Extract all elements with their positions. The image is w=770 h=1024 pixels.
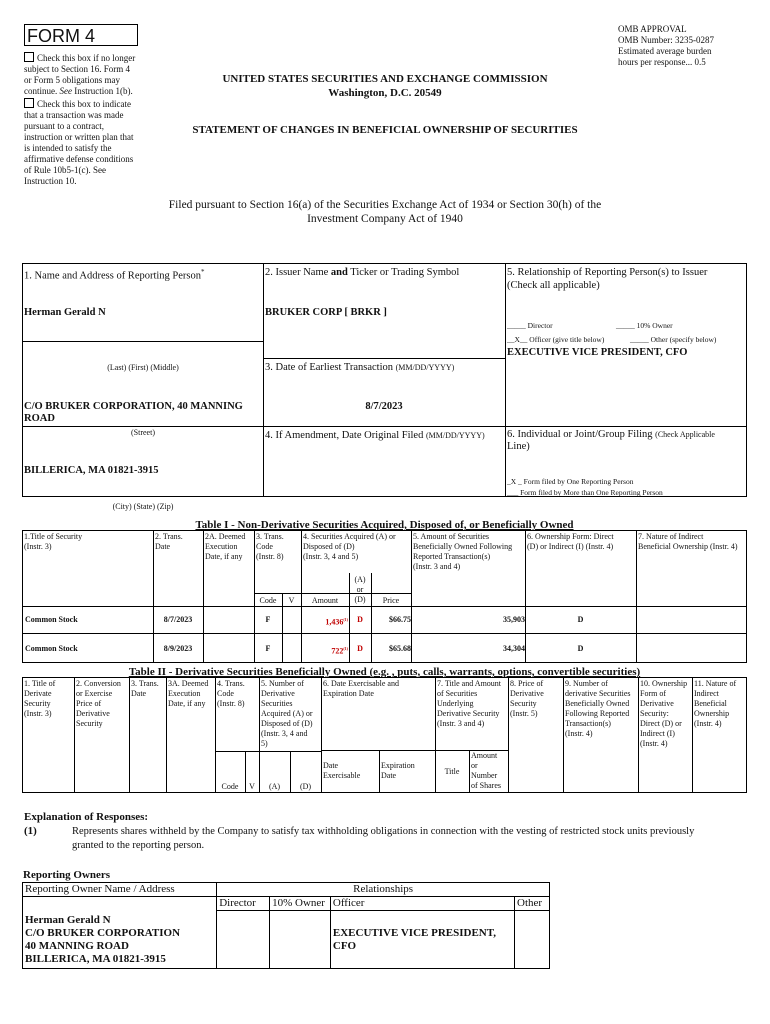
box6-label-line2: Line) [507,441,530,452]
t1-h4 [303,532,411,562]
t1-r1-price: $66.75 [389,615,411,624]
t2-sub-amount-d: of Shares [471,781,501,790]
t1-h1-a: 1.Title of Security [24,532,83,541]
t1-r1-date: 8/7/2023 [163,615,193,624]
street-label: (Street) [131,428,155,437]
section16-checkbox-text [24,52,159,187]
t2-sub-a: (A) [268,782,281,791]
owners-col-officer: Officer [330,897,514,911]
footnote-line2: granted to the reporting person. [72,840,205,851]
t2-sub-d: (D) [299,782,312,791]
t2-sub-amount-a: Amount [471,751,498,760]
owner-line4: BILLERICA, MA 01821-3915 [25,952,166,965]
t2-sub-exp-a: Expiration [381,761,415,770]
t2-h4-c: (Instr. 8) [217,699,245,708]
t2-h10-a: 10. Ownership [640,679,688,688]
cb2-line5: is intended to satisfy the [24,143,112,153]
t2-h5-e: Disposed of (D) [261,719,313,728]
reporter-name: Herman Gerald N [24,307,106,318]
t1-r2-price: $65.68 [389,644,411,653]
t1-h4-b: Disposed of (D) [303,542,355,551]
t2-h1-a: 1. Title of [24,679,56,688]
cb1-line3: or Form 5 obligations may [24,75,120,85]
t2-h9-b: derivative Securities [565,689,631,698]
t1-h7-a: 7. Nature of Indirect [638,532,704,541]
t2-sub-date-ex-a: Date [323,761,339,770]
t1-h2a-c: Date, if any [205,552,243,561]
t2-h10-b: Form of [640,689,666,698]
t2-h4 [217,679,259,709]
t2-h8-b: Derivative [510,689,544,698]
owners-col-10pct: 10% Owner [270,897,331,911]
t2-h7-d: Derivative Security [437,709,500,718]
t2-h11-d: Ownership [694,709,730,718]
table1-title: Table I - Non-Derivative Securities Acquired, Disposed of, or Beneficially Owned [195,519,574,531]
t1-sub-code: Code [259,596,277,605]
t2-h2-a: 2. Conversion [76,679,121,688]
cb2-line4: instruction or written plan that [24,132,134,142]
t2-h9-e: Transaction(s) [565,719,611,728]
other-option[interactable]: _____ Other (specify below) [630,335,717,344]
t1-sub-amount: Amount [311,596,339,605]
t1-h6-a: 6. Ownership Form: Direct [527,532,614,541]
t2-h11-e: (Instr. 4) [694,719,722,728]
t2-h1-b: Derivate [24,689,52,698]
t1-h2-a: 2. Trans. [155,532,183,541]
t2-h6-b: Expiration Date [323,689,374,698]
reporting-owners-heading: Reporting Owners [23,869,111,881]
box5-label [507,266,745,292]
t1-sub-ad-or: or [356,585,364,594]
omb-burden-1: Estimated average burden [618,46,712,56]
t2-h2-d: Derivative [76,709,110,718]
cb2-line3: pursuant to a contract, [24,121,104,131]
explanation-heading: Explanation of Responses: [24,811,149,823]
t1-h3-b: Code [256,542,273,551]
t1-r2-footnote[interactable]: (1) [343,646,348,651]
t2-h3-b: Date [131,689,147,698]
t1-r1-title: Common Stock [25,615,78,624]
t2-h5-f: (Instr. 3, 4 and [261,729,308,738]
t2-sub-date-ex-b: Exercisable [323,771,361,780]
box4-label-text: 4. If Amendment, Date Original Filed [265,430,424,441]
agency-name: UNITED STATES SECURITIES AND EXCHANGE COMMISSION [222,73,548,85]
t2-h10-c: Derivative [640,699,674,708]
t2-h9-f: (Instr. 4) [565,729,593,738]
t1-sub-ad [349,575,371,605]
t1-r1-ad: D [357,615,363,624]
t2-h5-g: 5) [261,739,268,748]
t2-sub-v: V [249,782,255,791]
t1-h3-a: 3. Trans. [256,532,284,541]
t2-h8 [510,679,563,719]
box5-label-2: (Check all applicable) [507,280,600,291]
t2-h3-a: 3. Trans. [131,679,159,688]
director-option[interactable]: _____ Director [507,321,553,330]
t1-sub-ad-a: (A) [354,575,366,584]
t1-r1-form: D [577,615,584,624]
t1-r2-amount-val: 722 [331,646,344,656]
t2-h3a-c: Date, if any [168,699,206,708]
owners-blank [23,897,217,911]
t1-r2-date: 8/9/2023 [163,644,193,653]
t2-h6-a: 6. Date Exercisable and [323,679,399,688]
footnote-number: (1) [24,825,37,837]
t2-sub-date-ex [323,761,379,781]
omb-number: OMB Number: 3235-0287 [618,35,714,45]
cb2-line1: Check this box to indicate [37,99,131,109]
t1-h2a-a: 2A. Deemed [205,532,246,541]
box3-label-text: 3. Date of Earliest Transaction [265,362,394,373]
t2-h2-e: Security [76,719,103,728]
t1-r1-owned: 35,903 [503,615,525,624]
officer-title: EXECUTIVE VICE PRESIDENT, CFO [507,347,688,358]
t2-h11 [694,679,747,729]
box2-label [265,266,459,279]
t2-h5-c: Securities [261,699,293,708]
t2-h11-b: Indirect [694,689,719,698]
box3-label-small: (MM/DD/YYYY) [395,363,455,372]
t2-h8-c: Security [510,699,537,708]
cb2-line6: affirmative defense conditions [24,154,134,164]
box5-label-1: 5. Relationship of Reporting Person(s) to Issuer [507,267,708,278]
owner-line3: 40 MANNING ROAD [25,939,129,952]
box2-label-a: 2. Issuer Name [265,267,331,278]
statement-title: STATEMENT OF CHANGES IN BENEFICIAL OWNERSHIP OF SECURITIES [192,124,578,136]
t1-r1-amount-val: 1,436 [325,617,344,627]
t2-h8-d: (Instr. 5) [510,709,538,718]
reporting-owners-table [22,882,550,969]
city-label: (City) (State) (Zip) [112,502,174,511]
t2-sub-code: Code [221,782,239,791]
t1-h5-b: Beneficially Owned Following [413,542,513,551]
owners-col-name: Reporting Owner Name / Address [23,883,217,897]
omb-approval [618,24,758,68]
t1-r2-ad: D [357,644,363,653]
t2-h10 [640,679,693,749]
t2-h7-c: Underlying [437,699,474,708]
t1-h5 [413,532,525,572]
t1-h5-d: (Instr. 3 and 4) [413,562,461,571]
t2-sub-amount-c: Number [471,771,498,780]
form-title-box [24,24,138,46]
t1-h4-a: 4. Securities Acquired (A) or [303,532,396,541]
omb-burden-2: hours per response... 0.5 [618,57,706,67]
box1-asterisk: * [201,268,205,276]
box1-label-text: 1. Name and Address of Reporting Person [24,270,202,282]
name-parts-label: (Last) (First) (Middle) [107,363,179,372]
t2-h7-b: of Securities [437,689,478,698]
owner-officer-line1: EXECUTIVE VICE PRESIDENT, [332,927,496,939]
t1-r1-amount [301,615,348,628]
cb1-line4a: continue. [24,86,60,96]
group-filer-option[interactable]: ___ Form filed by More than One Reporting Person [507,488,663,497]
box1-label [24,266,205,283]
t2-h3a-b: Execution [168,689,201,698]
owners-col-rel: Relationships [217,883,550,897]
t1-h7 [638,532,748,552]
street-line2: ROAD [24,413,55,424]
t2-h7-e: (Instr. 3 and 4) [437,719,485,728]
box6-label-small: (Check Applicable [655,430,715,439]
t1-r2-amount [301,644,348,657]
t2-h10-g: (Instr. 4) [640,739,668,748]
cb1-line1: Check this box if no longer [37,53,136,63]
t2-h2-b: or Exercise [76,689,113,698]
t2-h7-a: 7. Title and Amount [437,679,502,688]
t1-h5-a: 5. Amount of Securities [413,532,489,541]
box2-label-b: Ticker or Trading Symbol [347,267,460,278]
box3-label [265,361,454,374]
owner-other-cell [515,911,550,969]
filed-pursuant-1: Filed pursuant to Section 16(a) of the Securities Exchange Act of 1934 or Section 30(h) of the [168,199,602,211]
t2-h3 [131,679,166,699]
omb-title: OMB APPROVAL [618,24,687,34]
owner-officer-line2: CFO [332,940,357,952]
t1-h2-b: Date [155,542,171,551]
t2-h1 [24,679,74,719]
t2-h8-a: 8. Price of [510,679,544,688]
t2-h1-d: (Instr. 3) [24,709,52,718]
t1-h2 [155,532,203,552]
t1-h2a-b: Execution [205,542,238,551]
rule10b5-checkbox[interactable] [24,98,34,108]
table2-title: Table II - Derivative Securities Beneficially Owned (e.g. , puts, calls, warrants, options, convertible securities) [128,666,641,678]
t1-h1-b: (Instr. 3) [24,542,52,551]
agency-location: Washington, D.C. 20549 [328,87,442,99]
t2-h10-e: Direct (D) or [640,719,682,728]
t1-r2-code: F [265,644,271,653]
t2-sub-title: Title [444,767,460,776]
cb1-line4b: Instruction 1(b). [72,86,133,96]
t1-r2-form: D [577,644,584,653]
t2-h9-c: Beneficially Owned [565,699,630,708]
t1-r1-footnote[interactable]: (1) [343,617,348,622]
t2-sub-amount-b: or [471,761,478,770]
owner-name-address [23,911,217,969]
t1-h4-c: (Instr. 3, 4 and 5) [303,552,359,561]
t1-h6-b: (D) or Indirect (I) (Instr. 4) [527,542,614,551]
t2-h2-c: Price of [76,699,102,708]
t2-h11-c: Beneficial [694,699,727,708]
t2-sub-exp-b: Date [381,771,397,780]
form-title: FORM 4 [27,26,96,46]
owners-col-director: Director [217,897,270,911]
officer-option[interactable]: __X__ Officer (give title below) [507,335,605,344]
street-line1: C/O BRUKER CORPORATION, 40 MANNING [24,401,243,412]
cb1-line2: subject to Section 16. Form 4 [24,64,130,74]
t2-h1-c: Security [24,699,51,708]
box4-label [265,429,485,442]
t1-h3-c: (Instr. 8) [256,552,284,561]
t1-r1-code: F [265,615,271,624]
ten-pct-owner-option[interactable]: _____ 10% Owner [616,321,673,330]
t2-h4-b: Code [217,689,234,698]
t2-h10-d: Security: [640,709,669,718]
box6-label [507,429,745,453]
box6-label-text: 6. Individual or Joint/Group Filing [507,429,653,440]
t2-sub-amount [471,751,508,791]
t2-h3a [168,679,215,709]
t2-h5-d: Acquired (A) or [261,709,313,718]
t2-h4-a: 4. Trans. [217,679,245,688]
t2-h9-a: 9. Number of [565,679,608,688]
t2-h11-a: 11. Nature of [694,679,737,688]
t2-h9 [565,679,639,739]
section16-checkbox[interactable] [24,52,34,62]
footnote-text [72,825,762,853]
t2-h3a-a: 3A. Deemed [168,679,209,688]
t2-h10-f: Indirect (I) [640,729,675,738]
t2-h5 [261,679,321,749]
t1-h1 [24,532,152,552]
filed-pursuant-2: Investment Company Act of 1940 [307,213,463,225]
city-state-zip: BILLERICA, MA 01821-3915 [24,465,159,476]
t1-r2-owned: 34,304 [503,644,525,653]
t2-h6 [323,679,435,699]
owner-director-cell [217,911,270,969]
t2-h5-b: Derivative [261,689,295,698]
box2-label-and: and [330,267,348,278]
owners-col-other: Other [515,897,550,911]
t1-sub-ad-d: (D) [354,595,366,604]
t1-sub-v: V [288,596,295,605]
owner-officer-cell [330,911,514,969]
owner-line2: C/O BRUKER CORPORATION [25,926,181,939]
issuer-name: BRUKER CORP [ BRKR ] [265,307,387,318]
t2-h2 [76,679,129,729]
t1-h5-c: Reported Transaction(s) [413,552,491,561]
t2-sub-exp [381,761,435,781]
t1-h3 [256,532,301,562]
owner-line1: Herman Gerald N [25,913,111,926]
owner-10pct-cell [270,911,331,969]
t1-h2a [205,532,254,562]
cb2-line2: that a transaction was made [24,110,124,120]
box4-label-small: (MM/DD/YYYY) [425,431,485,440]
t1-h6 [527,532,636,552]
t2-h7 [437,679,509,729]
t1-h7-b: Beneficial Ownership (Instr. 4) [638,542,738,551]
cb2-line8: Instruction 10. [24,176,77,186]
t2-h9-d: Following Reported [565,709,630,718]
cb1-see: See [59,86,72,96]
t1-r2-title: Common Stock [25,644,78,653]
table-row [23,911,550,969]
t2-h5-a: 5. Number of [261,679,304,688]
t1-sub-price: Price [382,596,400,605]
cb1-line4 [24,86,159,97]
earliest-transaction-date: 8/7/2023 [365,401,403,412]
footnote-line1: Represents shares withheld by the Company to satisfy tax withholding obligations in connection with the vesting of restricted stock units previously [72,826,695,837]
cb2-line7: of Rule 10b5-1(c). See [24,165,106,175]
single-filer-option[interactable]: _X _ Form filed by One Reporting Person [507,477,634,486]
